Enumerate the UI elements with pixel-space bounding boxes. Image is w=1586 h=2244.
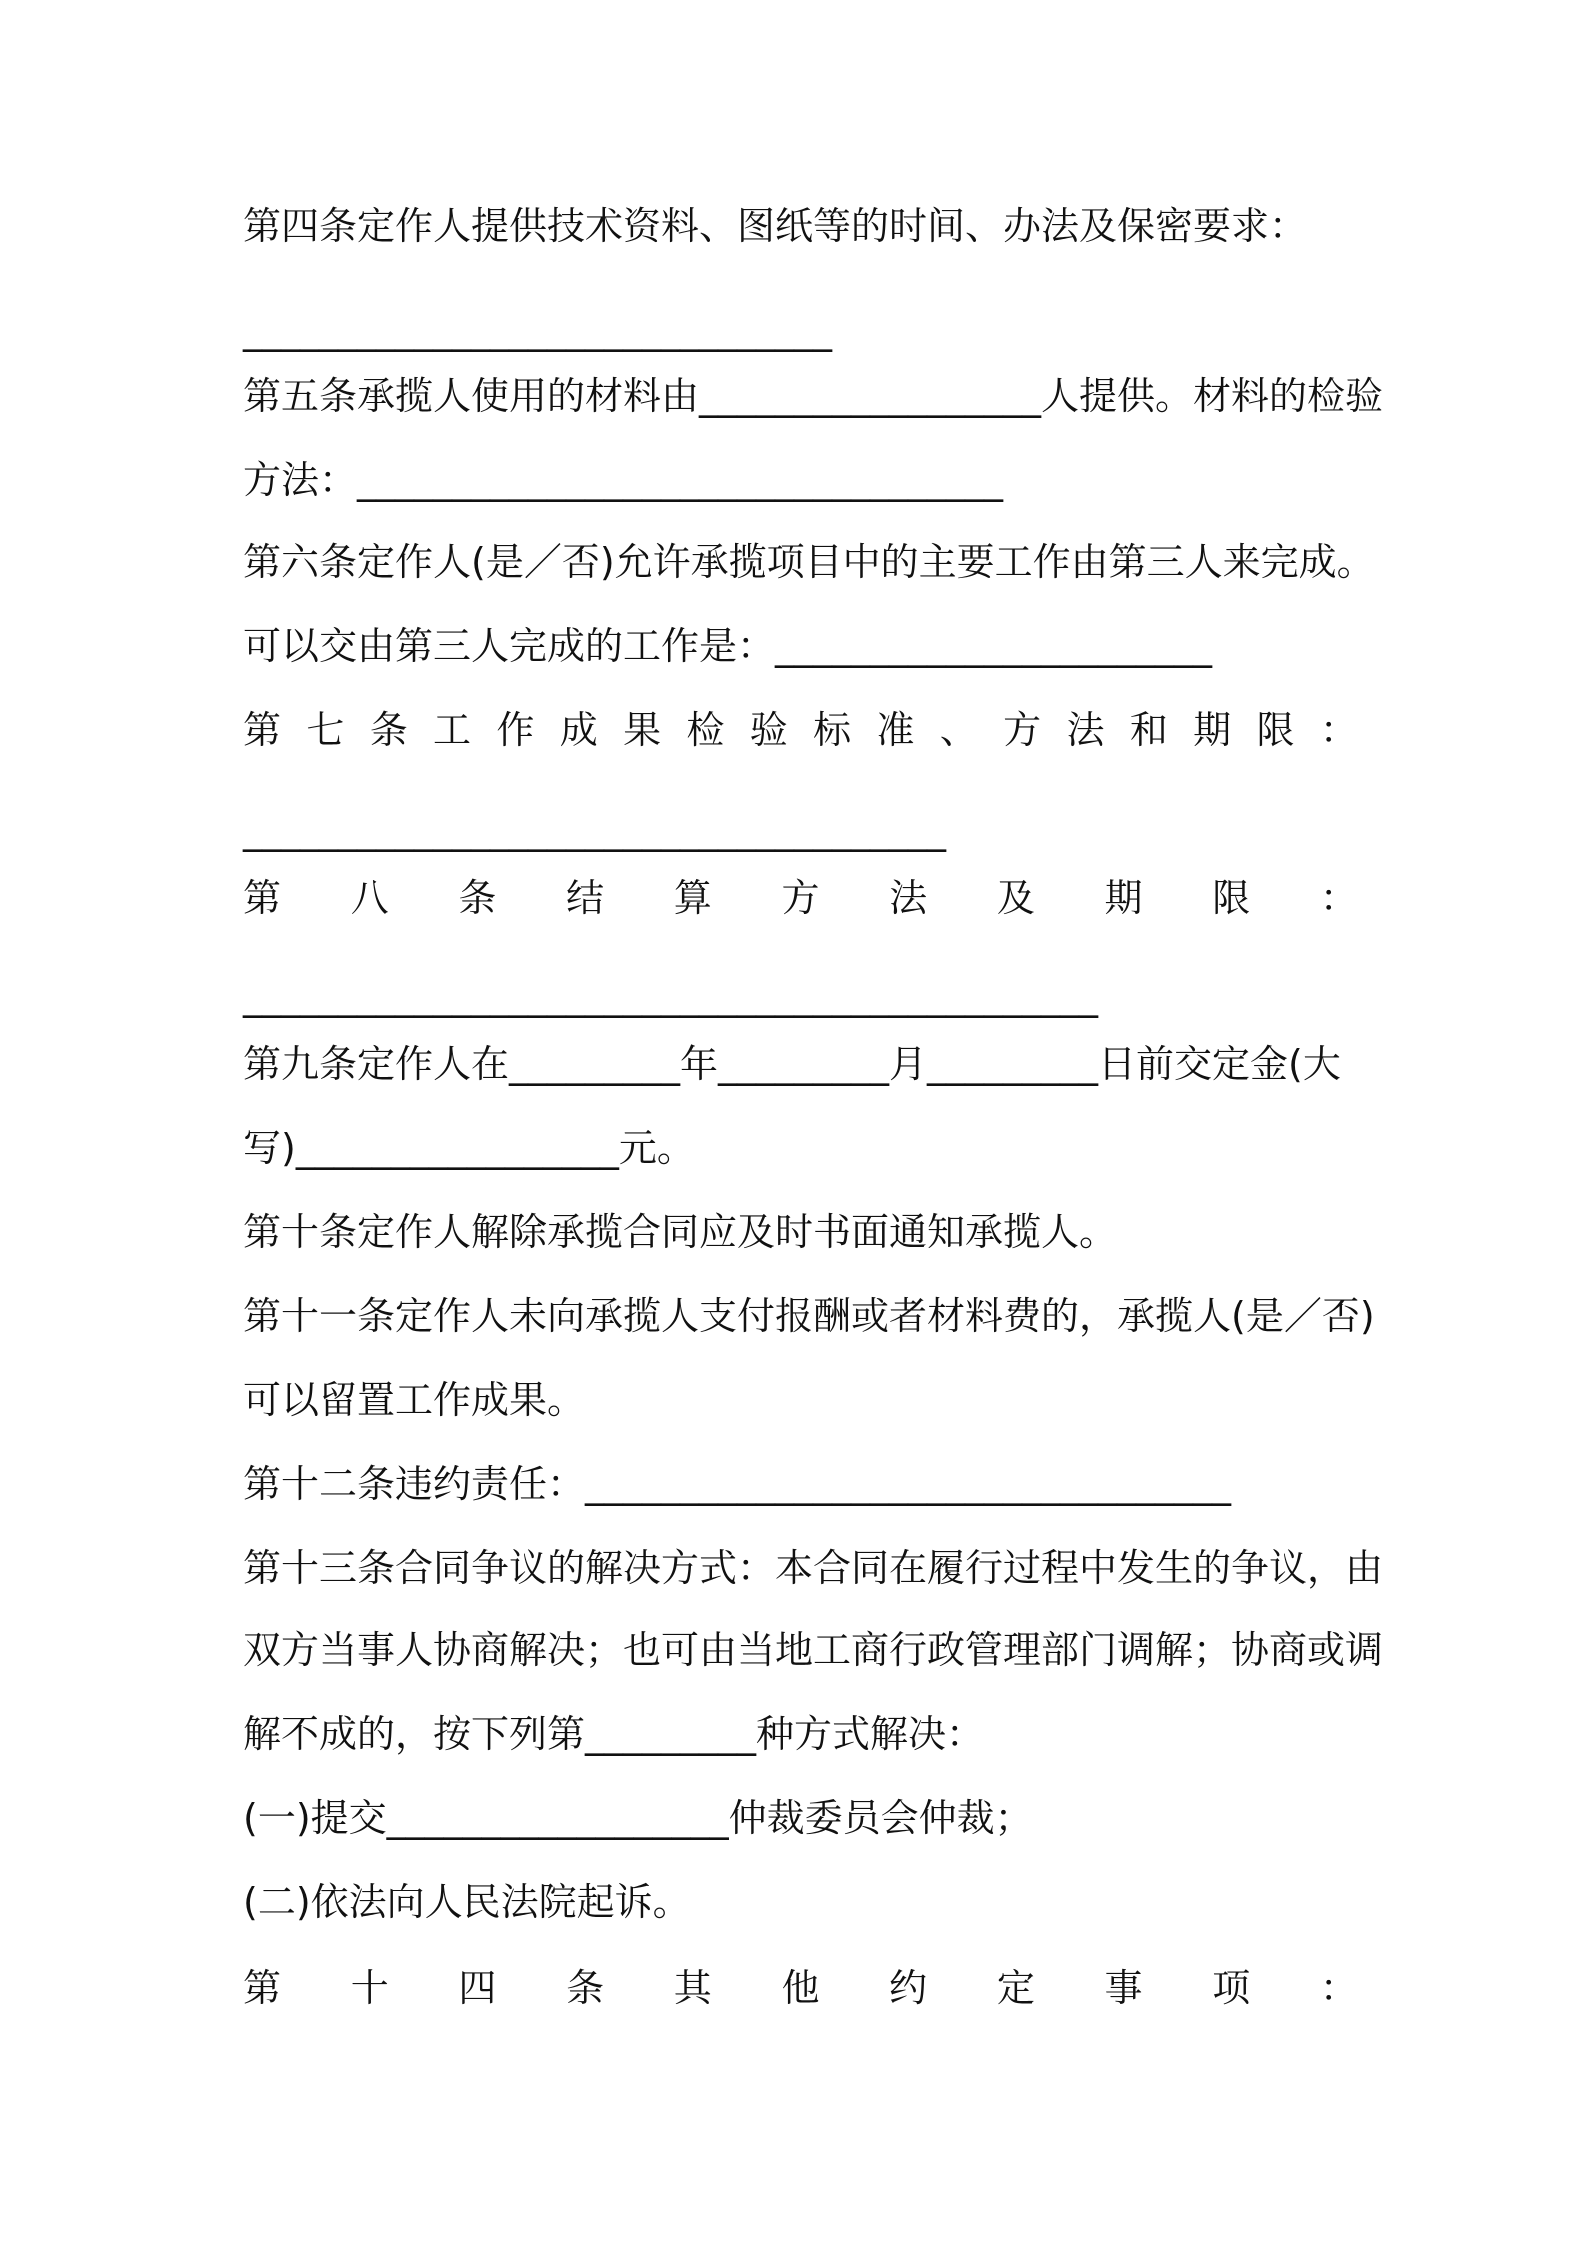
heading-char: 及: [996, 876, 1035, 920]
heading-char: ：: [1319, 1966, 1358, 2010]
clause-5-line-1: 第五条承揽人使用的材料由__________________人提供。材料的检验: [243, 374, 1384, 418]
heading-char: 定: [996, 1966, 1035, 2010]
heading-char: 期: [1193, 708, 1232, 752]
clause-9-line-2: 写)_________________元。: [243, 1126, 695, 1170]
clause-13-line-2: 双方当事人协商解决；也可由当地工商行政管理部门调解；协商或调: [243, 1628, 1384, 1672]
heading-char: 条: [566, 1966, 605, 2010]
heading-char: 检: [686, 708, 725, 752]
heading-char: 条: [369, 708, 408, 752]
heading-char: ：: [1319, 876, 1358, 920]
clause-12-line: 第十二条违约责任：__________________________________: [243, 1462, 1232, 1506]
heading-char: 其: [673, 1966, 712, 2010]
clause-5-line-2: 方法：__________________________________: [243, 458, 1004, 502]
heading-char: 十: [350, 1966, 389, 2010]
heading-char: 工: [433, 708, 472, 752]
clause-7-heading: [243, 700, 1358, 760]
clause-13-option-2: (二)依法向人民法院起诉。: [243, 1880, 691, 1924]
heading-char: 方: [781, 876, 820, 920]
clause-8-heading: [243, 868, 1358, 928]
heading-char: 标: [813, 708, 852, 752]
clause-8-blank: _____________________________________________: [243, 974, 1098, 1018]
heading-char: 第: [243, 1966, 282, 2010]
clause-4-blank: _______________________________: [243, 308, 832, 352]
clause-6-line-2: 可以交由第三人完成的工作是：_______________________: [243, 624, 1213, 668]
heading-char: 、: [939, 708, 978, 752]
clause-4-line-1: 第四条定作人提供技术资料、图纸等的时间、办法及保密要求：: [243, 204, 1308, 248]
heading-char: 算: [673, 876, 712, 920]
heading-char: 准: [876, 708, 915, 752]
clause-10-line: 第十条定作人解除承揽合同应及时书面通知承揽人。: [243, 1210, 1118, 1254]
clause-13-line-3: 解不成的，按下列第_________种方式解决：: [243, 1712, 985, 1756]
heading-char: ：: [1319, 708, 1358, 752]
heading-char: 作: [496, 708, 535, 752]
heading-char: 验: [749, 708, 788, 752]
clause-13-option-1: (一)提交__________________仲裁委员会仲裁；: [243, 1796, 1033, 1840]
heading-char: 结: [566, 876, 605, 920]
heading-char: 和: [1129, 708, 1168, 752]
heading-char: 法: [889, 876, 928, 920]
heading-char: 果: [623, 708, 662, 752]
heading-char: 期: [1104, 876, 1143, 920]
heading-char: 约: [889, 1966, 928, 2010]
heading-char: 第: [243, 708, 282, 752]
clause-13-line-1: 第十三条合同争议的解决方式：本合同在履行过程中发生的争议，由: [243, 1546, 1384, 1590]
heading-char: 第: [243, 876, 282, 920]
clause-14-heading: [243, 1958, 1358, 2018]
heading-char: 他: [781, 1966, 820, 2010]
clause-9-line-1: 第九条定作人在_________年_________月_________日前交定金(大: [243, 1042, 1341, 1086]
clause-7-blank: _____________________________________: [243, 808, 946, 852]
heading-char: 限: [1212, 876, 1251, 920]
heading-char: 七: [306, 708, 345, 752]
heading-char: 项: [1212, 1966, 1251, 2010]
clause-11-line-2: 可以留置工作成果。: [243, 1378, 586, 1422]
heading-char: 八: [350, 876, 389, 920]
clause-6-line-1: 第六条定作人(是／否)允许承揽项目中的主要工作由第三人来完成。: [243, 540, 1375, 584]
heading-char: 成: [559, 708, 598, 752]
heading-char: 限: [1256, 708, 1295, 752]
clause-11-line-1: 第十一条定作人未向承揽人支付报酬或者材料费的，承揽人(是／否): [243, 1294, 1375, 1338]
heading-char: 法: [1066, 708, 1105, 752]
heading-char: 四: [458, 1966, 497, 2010]
heading-char: 事: [1104, 1966, 1143, 2010]
heading-char: 方: [1003, 708, 1042, 752]
heading-char: 条: [458, 876, 497, 920]
